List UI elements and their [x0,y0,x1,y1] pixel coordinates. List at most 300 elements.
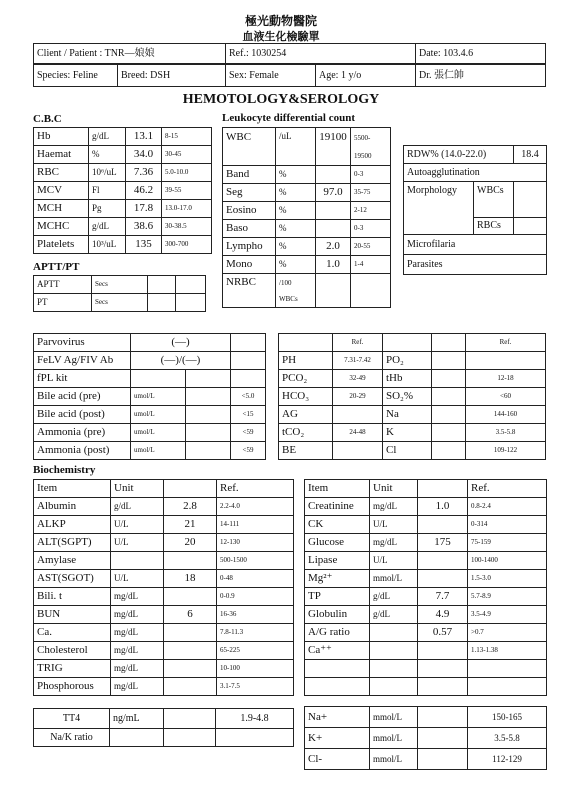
biochem-unit: g/dL [370,606,418,624]
serology-item: Bile acid (post) [34,406,131,424]
biochem-row [305,552,547,570]
biochem-unit [370,678,418,696]
biochem-item: ALT(SGPT) [34,534,111,552]
aptt-value [148,294,176,312]
serology-row [34,352,266,370]
biochem-unit: g/dL [370,588,418,606]
blood-gas-table [278,333,546,460]
serology-value: (—) [131,334,231,352]
biochem-head-unit: Unit [111,480,164,498]
serology-value [186,424,231,442]
electrolyte-unit: mmol/L [370,707,418,728]
aptt-unit: Secs [92,294,148,312]
species-field: Species: Feline [34,65,118,87]
serology-ref [231,334,266,352]
cbc-value: 13.1 [126,128,162,146]
cbc-unit: Pg [89,200,126,218]
biochem-item: Cholesterol [34,642,111,660]
cbc-item: Hb [34,128,89,146]
biochem-value: 0.57 [418,624,468,642]
biochem-item: Phosphorous [34,678,111,696]
biochem-unit: mg/dL [370,534,418,552]
wbc-ref-low: 5500- [354,133,371,142]
leuko-ref: 1-4 [351,256,391,274]
biochem-item: Creatinine [305,498,370,516]
cbc-item: MCHC [34,218,89,236]
cbc-ref: 39-55 [162,182,212,200]
cbc-item: MCV [34,182,89,200]
bg-item-a: HCO₃ [279,388,333,406]
biochem-item: TP [305,588,370,606]
cbc-item: Platelets [34,236,89,254]
leuko-item: Baso [223,220,276,238]
biochem-ref: 1.5-3.0 [468,570,547,588]
blood-gas-row [279,334,546,352]
leuko-row [223,220,391,238]
bg-item-b: Na [383,406,432,424]
biochem-header-row [34,480,294,498]
electrolyte-unit: mmol/L [370,749,418,770]
bg-item-a: PH [279,352,333,370]
tt4-value [164,709,216,729]
electrolyte-row [305,707,547,728]
biochem-value [418,516,468,534]
electrolyte-ref: 112-129 [468,749,547,770]
bg-ref-head-b: Ref. [466,334,546,352]
biochem-ref: 65-225 [217,642,294,660]
blood-gas-row [279,388,546,406]
cbc-value: 17.8 [126,200,162,218]
biochemistry-title: Biochemistry [33,464,96,476]
autoagglutination-label: Autoagglutination [404,164,547,182]
leuko-unit: % [276,202,316,220]
leuko-unit: % [276,166,316,184]
biochem-left-table [33,479,294,696]
biochem-item: Ca⁺⁺ [305,642,370,660]
serology-item: Parvovirus [34,334,131,352]
rdw-table [403,145,547,275]
biochem-value [418,642,468,660]
biochem-value [164,624,217,642]
blood-gas-row [279,406,546,424]
bg-item-b: Cl [383,442,432,460]
cbc-ref: 30-45 [162,146,212,164]
biochem-row [34,498,294,516]
serology-ref: <5.0 [231,388,266,406]
tt4-table [33,708,294,747]
biochem-ref: 3.1-7.5 [217,678,294,696]
biochem-row [305,624,547,642]
biochem-ref: 14-111 [217,516,294,534]
wbc-ref-high: 19500 [354,151,372,160]
cbc-row [34,128,212,146]
biochem-item: Amylase [34,552,111,570]
cbc-row [34,146,212,164]
biochem-item: A/G ratio [305,624,370,642]
electrolyte-value [418,728,468,749]
nrbc-unit [276,274,316,308]
biochem-value: 7.7 [418,588,468,606]
serology-item: Bile acid (pre) [34,388,131,406]
cbc-row [34,164,212,182]
cbc-value: 34.0 [126,146,162,164]
biochem-ref: 10-100 [217,660,294,678]
cbc-title: C.B.C [33,113,62,125]
biochem-row [34,588,294,606]
electrolyte-item: Na+ [305,707,370,728]
biochem-unit: mg/dL [111,660,164,678]
leuko-ref: 35-75 [351,184,391,202]
biochem-item: Albumin [34,498,111,516]
serology-ref: <15 [231,406,266,424]
electrolyte-ref: 3.5-5.8 [468,728,547,749]
biochem-header-row [305,480,547,498]
bg-ref-a [333,442,383,460]
bg-item-a: AG [279,406,333,424]
cbc-table [33,127,212,254]
bg-item-a: BE [279,442,333,460]
biochem-value: 21 [164,516,217,534]
biochem-unit [370,660,418,678]
leuko-row [223,256,391,274]
bg-ref-a: 32-49 [333,370,383,388]
electrolyte-value [418,707,468,728]
leuko-row [223,202,391,220]
bg-ref-head-a: Ref. [333,334,383,352]
aptt-item: PT [34,294,92,312]
cbc-item: Haemat [34,146,89,164]
cbc-unit: g/dL [89,128,126,146]
aptt-unit: Secs [92,276,148,294]
biochem-value [164,678,217,696]
nrbc-unit-b: WBCs [279,294,298,303]
serology-row [34,424,266,442]
serology-item: FeLV Ag/FIV Ab [34,352,131,370]
biochem-value: 4.9 [418,606,468,624]
tt4-unit: ng/mL [110,709,164,729]
serology-value: (—)/(—) [131,352,231,370]
electrolyte-ref: 150-165 [468,707,547,728]
biochem-value: 175 [418,534,468,552]
biochem-value [418,570,468,588]
biochem-ref: 0-48 [217,570,294,588]
leuko-value [316,202,351,220]
electrolytes-table [304,706,547,770]
biochem-item: CK [305,516,370,534]
serology-unit: umol/L [131,406,186,424]
biochem-unit [111,552,164,570]
biochem-ref: 12-130 [217,534,294,552]
date-field: Date: 103.4.6 [416,44,546,64]
biochem-value [164,642,217,660]
aptt-row [34,276,206,294]
serology-ref [231,352,266,370]
bg-item-b: K [383,424,432,442]
wbc-value: 19100 [316,128,351,166]
bg-ref-b: <60 [466,388,546,406]
biochem-item: AST(SGOT) [34,570,111,588]
bg-ref-a: 24-48 [333,424,383,442]
cbc-row [34,200,212,218]
leuko-item: Band [223,166,276,184]
biochem-row [305,606,547,624]
biochem-value [418,678,468,696]
bg-item-a [279,334,333,352]
biochem-ref: 0-0.9 [217,588,294,606]
microfilaria-label: Microfilaria [404,235,547,255]
serology-ref: <59 [231,442,266,460]
serology-row [34,406,266,424]
biochem-unit: mg/dL [111,642,164,660]
biochem-value [164,660,217,678]
biochem-head-value [164,480,217,498]
aptt-ref [176,294,206,312]
biochem-ref [468,678,547,696]
nrbc-label: NRBC [223,274,276,308]
cbc-item: MCH [34,200,89,218]
biochem-value [418,552,468,570]
biochem-unit: U/L [370,516,418,534]
biochem-ref: 75-159 [468,534,547,552]
biochem-row [305,534,547,552]
blood-gas-row [279,370,546,388]
biochem-row [305,570,547,588]
bg-item-b: PO₂ [383,352,432,370]
biochem-value: 1.0 [418,498,468,516]
leuko-value: 2.0 [316,238,351,256]
serology-item: Ammonia (pre) [34,424,131,442]
cbc-value: 7.36 [126,164,162,182]
biochem-row [305,516,547,534]
bg-ref-b: 12-18 [466,370,546,388]
cbc-unit: Fl [89,182,126,200]
nrbc-unit-a: /100 [279,278,292,287]
tt4-ref: 1.9-4.8 [216,709,294,729]
biochem-item: Globulin [305,606,370,624]
leuko-row [223,184,391,202]
biochem-unit: mg/dL [111,624,164,642]
breed-field: Breed: DSH [118,65,226,87]
bg-value-b [432,388,466,406]
bg-value-b [432,334,466,352]
biochem-row [305,498,547,516]
biochem-item: Mg²⁺ [305,570,370,588]
biochem-ref: 0.8-2.4 [468,498,547,516]
serology-row [34,388,266,406]
biochem-row [305,588,547,606]
biochem-value [164,588,217,606]
biochem-item: Lipase [305,552,370,570]
bg-item-b [383,334,432,352]
biochem-row [34,678,294,696]
biochem-item: TRIG [34,660,111,678]
cbc-item: RBC [34,164,89,182]
blood-gas-row [279,442,546,460]
wbcs-label: WBCs [474,182,514,218]
serology-value [186,388,231,406]
biochem-item: Bili. t [34,588,111,606]
bg-value-b [432,424,466,442]
leuko-row [223,166,391,184]
biochem-ref: >0.7 [468,624,547,642]
biochem-item: BUN [34,606,111,624]
leuko-unit: % [276,184,316,202]
serology-value [186,442,231,460]
biochem-ref [468,660,547,678]
biochem-ref: 7.8-11.3 [217,624,294,642]
leuko-ref: 20-55 [351,238,391,256]
bg-ref-b [466,352,546,370]
cbc-row [34,236,212,254]
biochem-head-item: Item [305,480,370,498]
biochem-unit: mmol/L [370,570,418,588]
bg-ref-a: 7.31-7.42 [333,352,383,370]
client-field: Client / Patient : TNR—娘娘 [34,44,226,64]
biochem-value: 6 [164,606,217,624]
bg-ref-b: 3.5-5.8 [466,424,546,442]
bg-value-b [432,406,466,424]
serology-unit: umol/L [131,442,186,460]
biochem-unit: mg/dL [111,606,164,624]
biochem-head-unit: Unit [370,480,418,498]
cbc-ref: 5.0-10.0 [162,164,212,182]
biochem-ref: 1.13-1.38 [468,642,547,660]
cbc-value: 46.2 [126,182,162,200]
bg-ref-a: 20-29 [333,388,383,406]
biochem-row [305,660,547,678]
aptt-value [148,276,176,294]
biochem-value: 20 [164,534,217,552]
na-k-ratio-label: Na/K ratio [34,729,110,747]
biochem-unit: U/L [370,552,418,570]
electrolyte-value [418,749,468,770]
wbc-unit: /uL [276,128,316,166]
aptt-ref [176,276,206,294]
electrolyte-row [305,749,547,770]
cbc-value: 135 [126,236,162,254]
biochem-value [164,552,217,570]
blood-gas-row [279,352,546,370]
leuko-item: Seg [223,184,276,202]
bg-value-b [432,370,466,388]
biochem-row [34,624,294,642]
cbc-unit: % [89,146,126,164]
biochem-unit [370,642,418,660]
leuko-unit: % [276,238,316,256]
bg-ref-b: 144-160 [466,406,546,424]
serology-unit: umol/L [131,388,186,406]
form-title: 血液生化檢驗單 [242,31,320,43]
biochem-unit: g/dL [111,498,164,516]
leuko-unit: % [276,220,316,238]
leuko-table [222,127,391,308]
tt4-label: TT4 [34,709,110,729]
leuko-unit: % [276,256,316,274]
bg-value-b [432,352,466,370]
biochem-row [34,570,294,588]
cbc-ref: 8-15 [162,128,212,146]
bg-item-b: tHb [383,370,432,388]
leuko-item: Mono [223,256,276,274]
leuko-item: Eosino [223,202,276,220]
biochem-row [305,678,547,696]
electrolyte-unit: mmol/L [370,728,418,749]
biochem-unit: U/L [111,516,164,534]
doctor-field: Dr. 張仁帥 [416,65,546,87]
biochem-ref: 16-36 [217,606,294,624]
biochem-head-ref: Ref. [468,480,547,498]
parasites-label: Parasites [404,255,547,275]
biochem-unit: mg/dL [111,588,164,606]
biochem-ref: 500-1500 [217,552,294,570]
leuko-value [316,166,351,184]
serology-unit [131,370,186,388]
bg-ref-b: 109-122 [466,442,546,460]
clinic-name: 極光動物醫院 [244,14,317,28]
biochem-item [305,678,370,696]
aptt-item: APTT [34,276,92,294]
rdw-label: RDW% (14.0-22.0) [404,146,514,164]
biochem-unit: mg/dL [370,498,418,516]
biochem-ref: 3.5-4.9 [468,606,547,624]
biochem-unit [370,624,418,642]
biochem-item: Ca. [34,624,111,642]
bg-ref-a [333,406,383,424]
age-field: Age: 1 y/o [316,65,416,87]
blood-gas-row [279,424,546,442]
biochem-ref: 2.2-4.0 [217,498,294,516]
biochem-head-ref: Ref. [217,480,294,498]
electrolyte-item: K+ [305,728,370,749]
aptt-table [33,275,206,312]
biochem-item [305,660,370,678]
biochem-row [34,642,294,660]
biochem-value: 18 [164,570,217,588]
leuko-title: Leukocyte differential count [222,112,356,124]
cbc-unit: g/dL [89,218,126,236]
electrolyte-item: Cl- [305,749,370,770]
biochem-unit: mg/dL [111,678,164,696]
serology-table [33,333,266,460]
bg-item-b: SO₂% [383,388,432,406]
biochem-ref: 5.7-8.9 [468,588,547,606]
biochem-unit: U/L [111,570,164,588]
biochem-ref: 100-1400 [468,552,547,570]
serology-value [186,406,231,424]
biochem-head-item: Item [34,480,111,498]
biochem-row [34,606,294,624]
biochem-row [34,534,294,552]
leuko-value: 97.0 [316,184,351,202]
biochem-value: 2.8 [164,498,217,516]
biochem-unit: U/L [111,534,164,552]
biochem-head-value [418,480,468,498]
aptt-row [34,294,206,312]
leuko-row [223,238,391,256]
biochem-row [305,642,547,660]
leuko-ref: 0-3 [351,166,391,184]
serology-row [34,370,266,388]
morphology-label: Morphology [404,182,474,235]
serology-ref: <59 [231,424,266,442]
biochem-row [34,660,294,678]
biochem-right-table [304,479,547,696]
serology-item: fPL kit [34,370,131,388]
cbc-row [34,182,212,200]
cbc-unit: 10³/uL [89,236,126,254]
biochem-item: ALKP [34,516,111,534]
sex-field: Sex: Female [226,65,316,87]
